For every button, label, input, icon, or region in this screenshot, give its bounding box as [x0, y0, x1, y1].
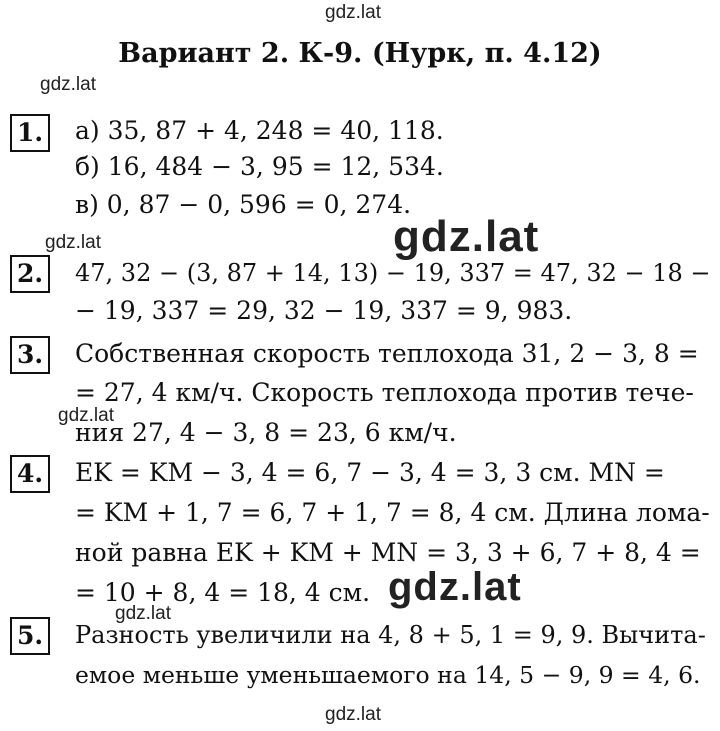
task-number-2: 2. [10, 255, 50, 293]
watermark-under-title: gdz.lat [40, 74, 96, 95]
task4-line-3: ной равна EK + KM + MN = 3, 3 + 6, 7 + 8, 4 = [75, 538, 701, 567]
watermark-top: gdz.lat [325, 2, 381, 23]
task2-line-2: − 19, 337 = 29, 32 − 19, 337 = 9, 983. [75, 296, 573, 325]
task4-line-2: = KM + 1, 7 = 6, 7 + 1, 7 = 8, 4 см. Длина лома- [75, 498, 710, 527]
watermark-mid-task3: gdz.lat [58, 405, 114, 426]
task1-line-b: б) 16, 484 − 3, 95 = 12, 534. [75, 152, 444, 181]
task1-line-c: в) 0, 87 − 0, 596 = 0, 274. [75, 190, 412, 219]
task3-line-2: = 27, 4 км/ч. Скорость теплохода против тече- [75, 378, 694, 407]
watermark-before-task2: gdz.lat [45, 232, 101, 253]
watermark-before-task5: gdz.lat [115, 603, 171, 624]
task-number-5: 5. [10, 617, 50, 655]
task1-line-a: а) 35, 87 + 4, 248 = 40, 118. [75, 116, 444, 145]
page-title: Вариант 2. К-9. (Нурк, п. 4.12) [118, 38, 602, 69]
watermark-big-task4: gdz.lat [388, 565, 522, 609]
task5-line-2: емое меньше уменьшаемого на 14, 5 − 9, 9 = 4, 6. [75, 661, 701, 689]
task4-line-1: EK = KM − 3, 4 = 6, 7 − 3, 4 = 3, 3 см. MN = [75, 458, 665, 487]
watermark-big-center: gdz.lat [393, 212, 540, 261]
task4-line-4: = 10 + 8, 4 = 18, 4 см. [75, 578, 371, 607]
task-number-3: 3. [10, 336, 50, 374]
watermark-bottom: gdz.lat [325, 704, 381, 725]
task5-line-1: Разность увеличили на 4, 8 + 5, 1 = 9, 9. Вычита- [75, 621, 706, 649]
task2-line-1: 47, 32 − (3, 87 + 14, 13) − 19, 337 = 47, 32 − 18 − [75, 259, 711, 287]
task3-line-1: Собственная скорость теплохода 31, 2 − 3, 8 = [75, 339, 699, 368]
task-number-1: 1. [10, 114, 50, 152]
task3-line-3: ния 27, 4 − 3, 8 = 23, 6 км/ч. [75, 418, 457, 447]
task-number-4: 4. [10, 455, 50, 493]
